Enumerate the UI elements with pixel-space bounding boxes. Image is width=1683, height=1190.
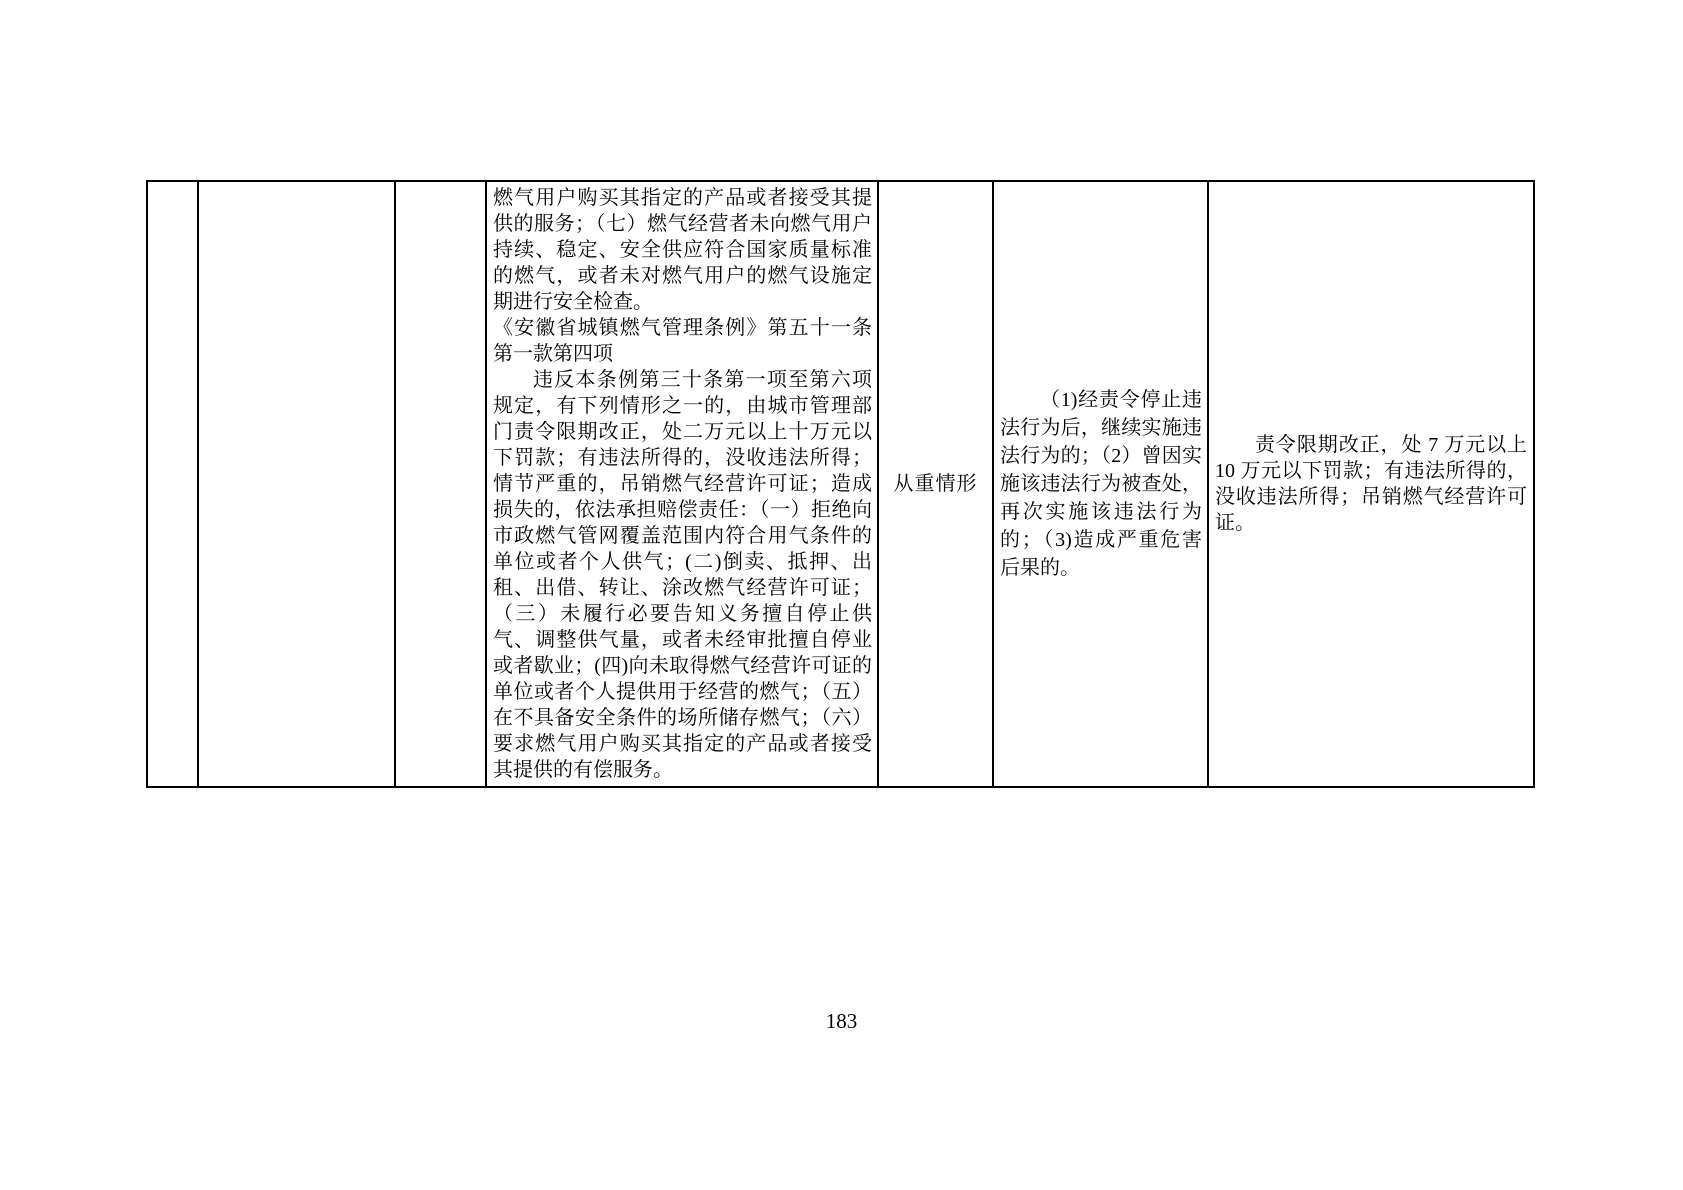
discretion-type-label: 从重情形: [893, 473, 978, 495]
discretion-situation-text: （1)经责令停止违法行为后，继续实施违法行为的；（2）曾因实施该违法行为被查处，再次实施该违法行为的；（3)造成严重危害后果的。: [1000, 389, 1202, 579]
cell-illegal-conduct: [198, 181, 395, 787]
cell-penalty-standard: [1208, 181, 1534, 787]
cell-empty: [395, 181, 486, 787]
legal-basis-paragraph-2: 《安徽省城镇燃气管理条例》第五十一条第一款第四项: [493, 317, 872, 365]
cell-sequence-number: [147, 181, 198, 787]
table-row: [147, 181, 1534, 787]
penalty-discretion-table: [146, 180, 1535, 788]
cell-legal-basis: [486, 181, 878, 787]
legal-basis-text: [487, 182, 877, 786]
cell-discretion-type: [878, 181, 993, 787]
penalty-standard-text: 责令限期改正，处 7 万元以上 10 万元以下罚款；有违法所得的，没收违法所得；吊销燃气经营许可证。: [1215, 434, 1527, 534]
legal-basis-paragraph-1: 燃气用户购买其指定的产品或者接受其提供的服务；（七）燃气经营者未向燃气用户持续、稳定、安全供应符合国家质量标准的燃气，或者未对燃气用户的燃气设施定期进行安全检查。: [493, 187, 872, 313]
page-number: 183: [825, 1009, 858, 1033]
legal-basis-paragraph-3: 违反本条例第三十条第一项至第六项规定，有下列情形之一的，由城市管理部门责令限期改正，处二万元以上十万元以下罚款；有违法所得的，没收违法所得；情节严重的，吊销燃气经营许可证；造成损失的，依法承担赔偿责任：（一）拒绝向市政燃气管网覆盖范围内符合用气条件的单位或者个人供气；(二)倒卖、抵押、出租、出借、转让、涂改燃气经营许可证；（三）未履行必要告知义务擅自停止供气、调整供气量，或者未经审批擅自停业或者歇业；(四)向未取得燃气经营许可证的单位或者个人提供用于经营的燃气；（五）在不具备安全条件的场所储存燃气；（六）要求燃气用户购买其指定的产品或者接受其提供的有偿服务。: [493, 369, 872, 781]
cell-discretion-situation: [993, 181, 1208, 787]
